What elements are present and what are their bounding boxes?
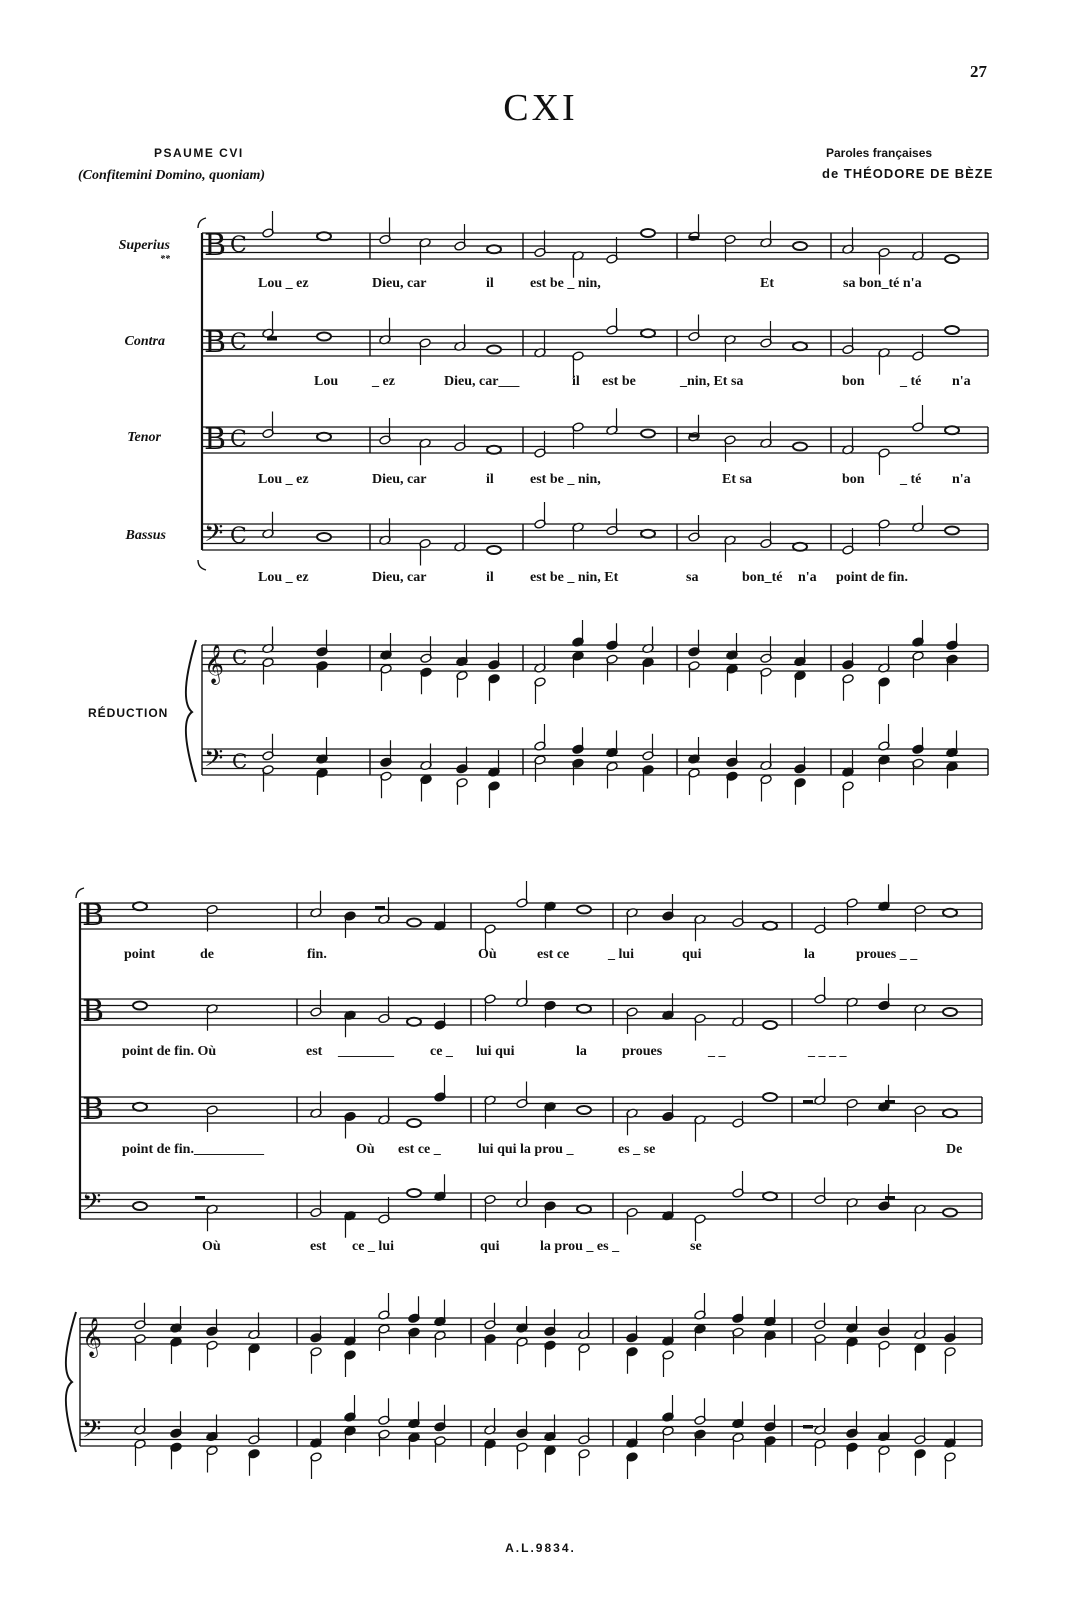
bass-clef: 𝄢 [82, 1188, 102, 1223]
lyric: bon [842, 472, 865, 487]
bracket-hook [198, 218, 206, 228]
lyric: Dieu, car [372, 276, 427, 291]
lyric: _nin, Et sa [680, 374, 744, 389]
notes [133, 211, 959, 1479]
rest [267, 337, 277, 341]
whole-note [943, 1209, 957, 1217]
lyric: est be _ nin, [530, 276, 601, 291]
whole-note [407, 1018, 421, 1026]
bass-clef: 𝄢 [204, 744, 224, 779]
lyric: Et [760, 276, 774, 291]
lyric: es _ se [618, 1142, 656, 1157]
brace [66, 1312, 76, 1452]
time-signature: C [232, 645, 248, 669]
lyric: _ té [900, 472, 922, 487]
voice-label-tenor: Tenor [127, 430, 161, 445]
lyric: il [486, 472, 494, 487]
bracket-hook [198, 560, 206, 570]
whole-note [793, 342, 807, 350]
whole-note [317, 232, 331, 240]
c-clef: B [82, 898, 105, 933]
lyric: se [690, 1239, 702, 1254]
lyric: est be _ nin, Et [530, 570, 619, 585]
whole-note [487, 446, 501, 454]
time-signature: C [232, 749, 248, 773]
c-clef: B [82, 1092, 105, 1127]
lyric: Où [478, 947, 497, 962]
lyric: Lou _ ez [258, 570, 309, 585]
whole-note [943, 909, 957, 917]
time-signature: C [230, 524, 247, 549]
whole-note [793, 443, 807, 451]
lyric: Dieu, car___ [444, 374, 520, 389]
whole-note [133, 902, 147, 910]
page-number: 27 [970, 62, 987, 81]
voice-mark-superius: ** [160, 254, 170, 265]
reduction-label: RÉDUCTION [88, 706, 169, 720]
time-signature: C [230, 427, 247, 452]
whole-note [577, 1005, 591, 1013]
lyric: n'a [798, 570, 817, 585]
rest [803, 1425, 813, 1429]
whole-note [763, 922, 777, 930]
lyric: ce _ [430, 1044, 453, 1059]
whole-note [763, 1192, 777, 1200]
whole-note [945, 527, 959, 535]
lyric: Lou [314, 374, 339, 389]
lyric: point de fin.__________ [122, 1142, 264, 1157]
whole-note [793, 543, 807, 551]
barlines [66, 218, 988, 1452]
lyric: Dieu, car [372, 472, 427, 487]
lyric: est [306, 1044, 323, 1059]
lyric: proues [622, 1044, 663, 1059]
whole-note [133, 1202, 147, 1210]
lyric: _ _ [708, 1044, 726, 1059]
lyric: lui qui [476, 1044, 515, 1059]
whole-note [945, 426, 959, 434]
whole-note [763, 1093, 777, 1101]
time-signature: C [230, 330, 247, 355]
lyric: la [804, 947, 815, 962]
lyric: proues _ _ [856, 947, 918, 962]
whole-note [317, 533, 331, 541]
lyric: lui qui la prou _ [478, 1142, 574, 1157]
lyric: n'a [952, 374, 971, 389]
rest [375, 906, 385, 910]
lyric: Et sa [722, 472, 752, 487]
lyric: qui [682, 947, 702, 962]
voice-label-bassus: Bassus [125, 528, 166, 543]
lyric: Dieu, car [372, 570, 427, 585]
rest [885, 1100, 895, 1104]
lyric: _ té [900, 374, 922, 389]
whole-note [577, 1106, 591, 1114]
bass-clef: 𝄢 [82, 1415, 102, 1450]
c-clef: B [204, 228, 227, 263]
author-credit: de THÉODORE DE BÈZE [822, 166, 994, 181]
whole-note [317, 333, 331, 341]
whole-note [487, 245, 501, 253]
treble-clef: 𝄞 [204, 644, 225, 684]
rest [689, 434, 699, 438]
whole-note [133, 1103, 147, 1111]
whole-note [577, 906, 591, 914]
lyric: _ lui [608, 947, 635, 962]
lyric: sa [686, 570, 699, 585]
time-signature: C [230, 233, 247, 258]
whole-note [641, 430, 655, 438]
whole-note [487, 346, 501, 354]
lyric: il [486, 570, 494, 585]
lyric: point de fin. [836, 570, 908, 585]
lyric: la prou _ es _ [540, 1239, 620, 1254]
rest [195, 1196, 205, 1200]
clefs [82, 228, 247, 1450]
page-title: CXI [503, 87, 578, 129]
whole-note [763, 1021, 777, 1029]
lyric: n'a [952, 472, 971, 487]
whole-note [577, 1205, 591, 1213]
lyric: est [310, 1239, 327, 1254]
lyric: la [576, 1044, 587, 1059]
whole-note [641, 530, 655, 538]
lyric: Lou _ ez [258, 276, 309, 291]
lyric: point de fin. Où [122, 1044, 217, 1059]
bracket-hook [76, 888, 84, 898]
lyric: de [200, 947, 214, 962]
rest [885, 1196, 895, 1200]
whole-note [943, 1008, 957, 1016]
c-clef: B [204, 325, 227, 360]
whole-note [945, 326, 959, 334]
lyric: il [486, 276, 494, 291]
lyric: ce _ lui [352, 1239, 394, 1254]
voice-label-contra: Contra [124, 334, 165, 349]
voice-label-superius: Superius [118, 238, 170, 253]
brace [186, 640, 196, 782]
latin-incipit: (Confitemini Domino, quoniam) [78, 168, 266, 183]
lyric: Où [356, 1142, 375, 1157]
lyric: _ ez [372, 374, 395, 389]
psalm-number: PSAUME CVI [154, 146, 244, 160]
whole-note [317, 433, 331, 441]
lyric: _ _ _ _ [808, 1044, 847, 1059]
whole-note [407, 1119, 421, 1127]
lyric: est ce [537, 947, 570, 962]
lyric: sa bon_té n'a [843, 276, 922, 291]
paroles-label: Paroles françaises [826, 146, 933, 160]
lyric: De [946, 1142, 963, 1157]
lyric: est be _ nin, [530, 472, 601, 487]
lyric: bon_té [742, 570, 783, 585]
lyric: Où [202, 1239, 221, 1254]
rest [689, 236, 699, 240]
lyric: fin. [307, 947, 327, 962]
c-clef: B [82, 994, 105, 1029]
whole-note [641, 329, 655, 337]
whole-note [793, 242, 807, 250]
treble-clef: 𝄞 [82, 1317, 103, 1357]
lyric: Lou _ ez [258, 472, 309, 487]
bass-clef: 𝄢 [204, 519, 224, 554]
lyric: qui [480, 1239, 500, 1254]
rest [803, 1100, 813, 1104]
lyric: il [572, 374, 580, 389]
c-clef: B [204, 422, 227, 457]
staff-lines [80, 233, 988, 1446]
whole-note [945, 255, 959, 263]
whole-note [641, 229, 655, 237]
whole-note [487, 546, 501, 554]
lyric: est ce _ [398, 1142, 441, 1157]
lyric: est be [602, 374, 636, 389]
whole-note [133, 1002, 147, 1010]
lyric: ________ [338, 1044, 394, 1059]
whole-note [943, 1109, 957, 1117]
whole-note [407, 919, 421, 927]
plate-number: A.L.9834. [505, 1541, 576, 1555]
lyric: bon [842, 374, 865, 389]
whole-note [407, 1189, 421, 1197]
lyric: point [124, 947, 156, 962]
